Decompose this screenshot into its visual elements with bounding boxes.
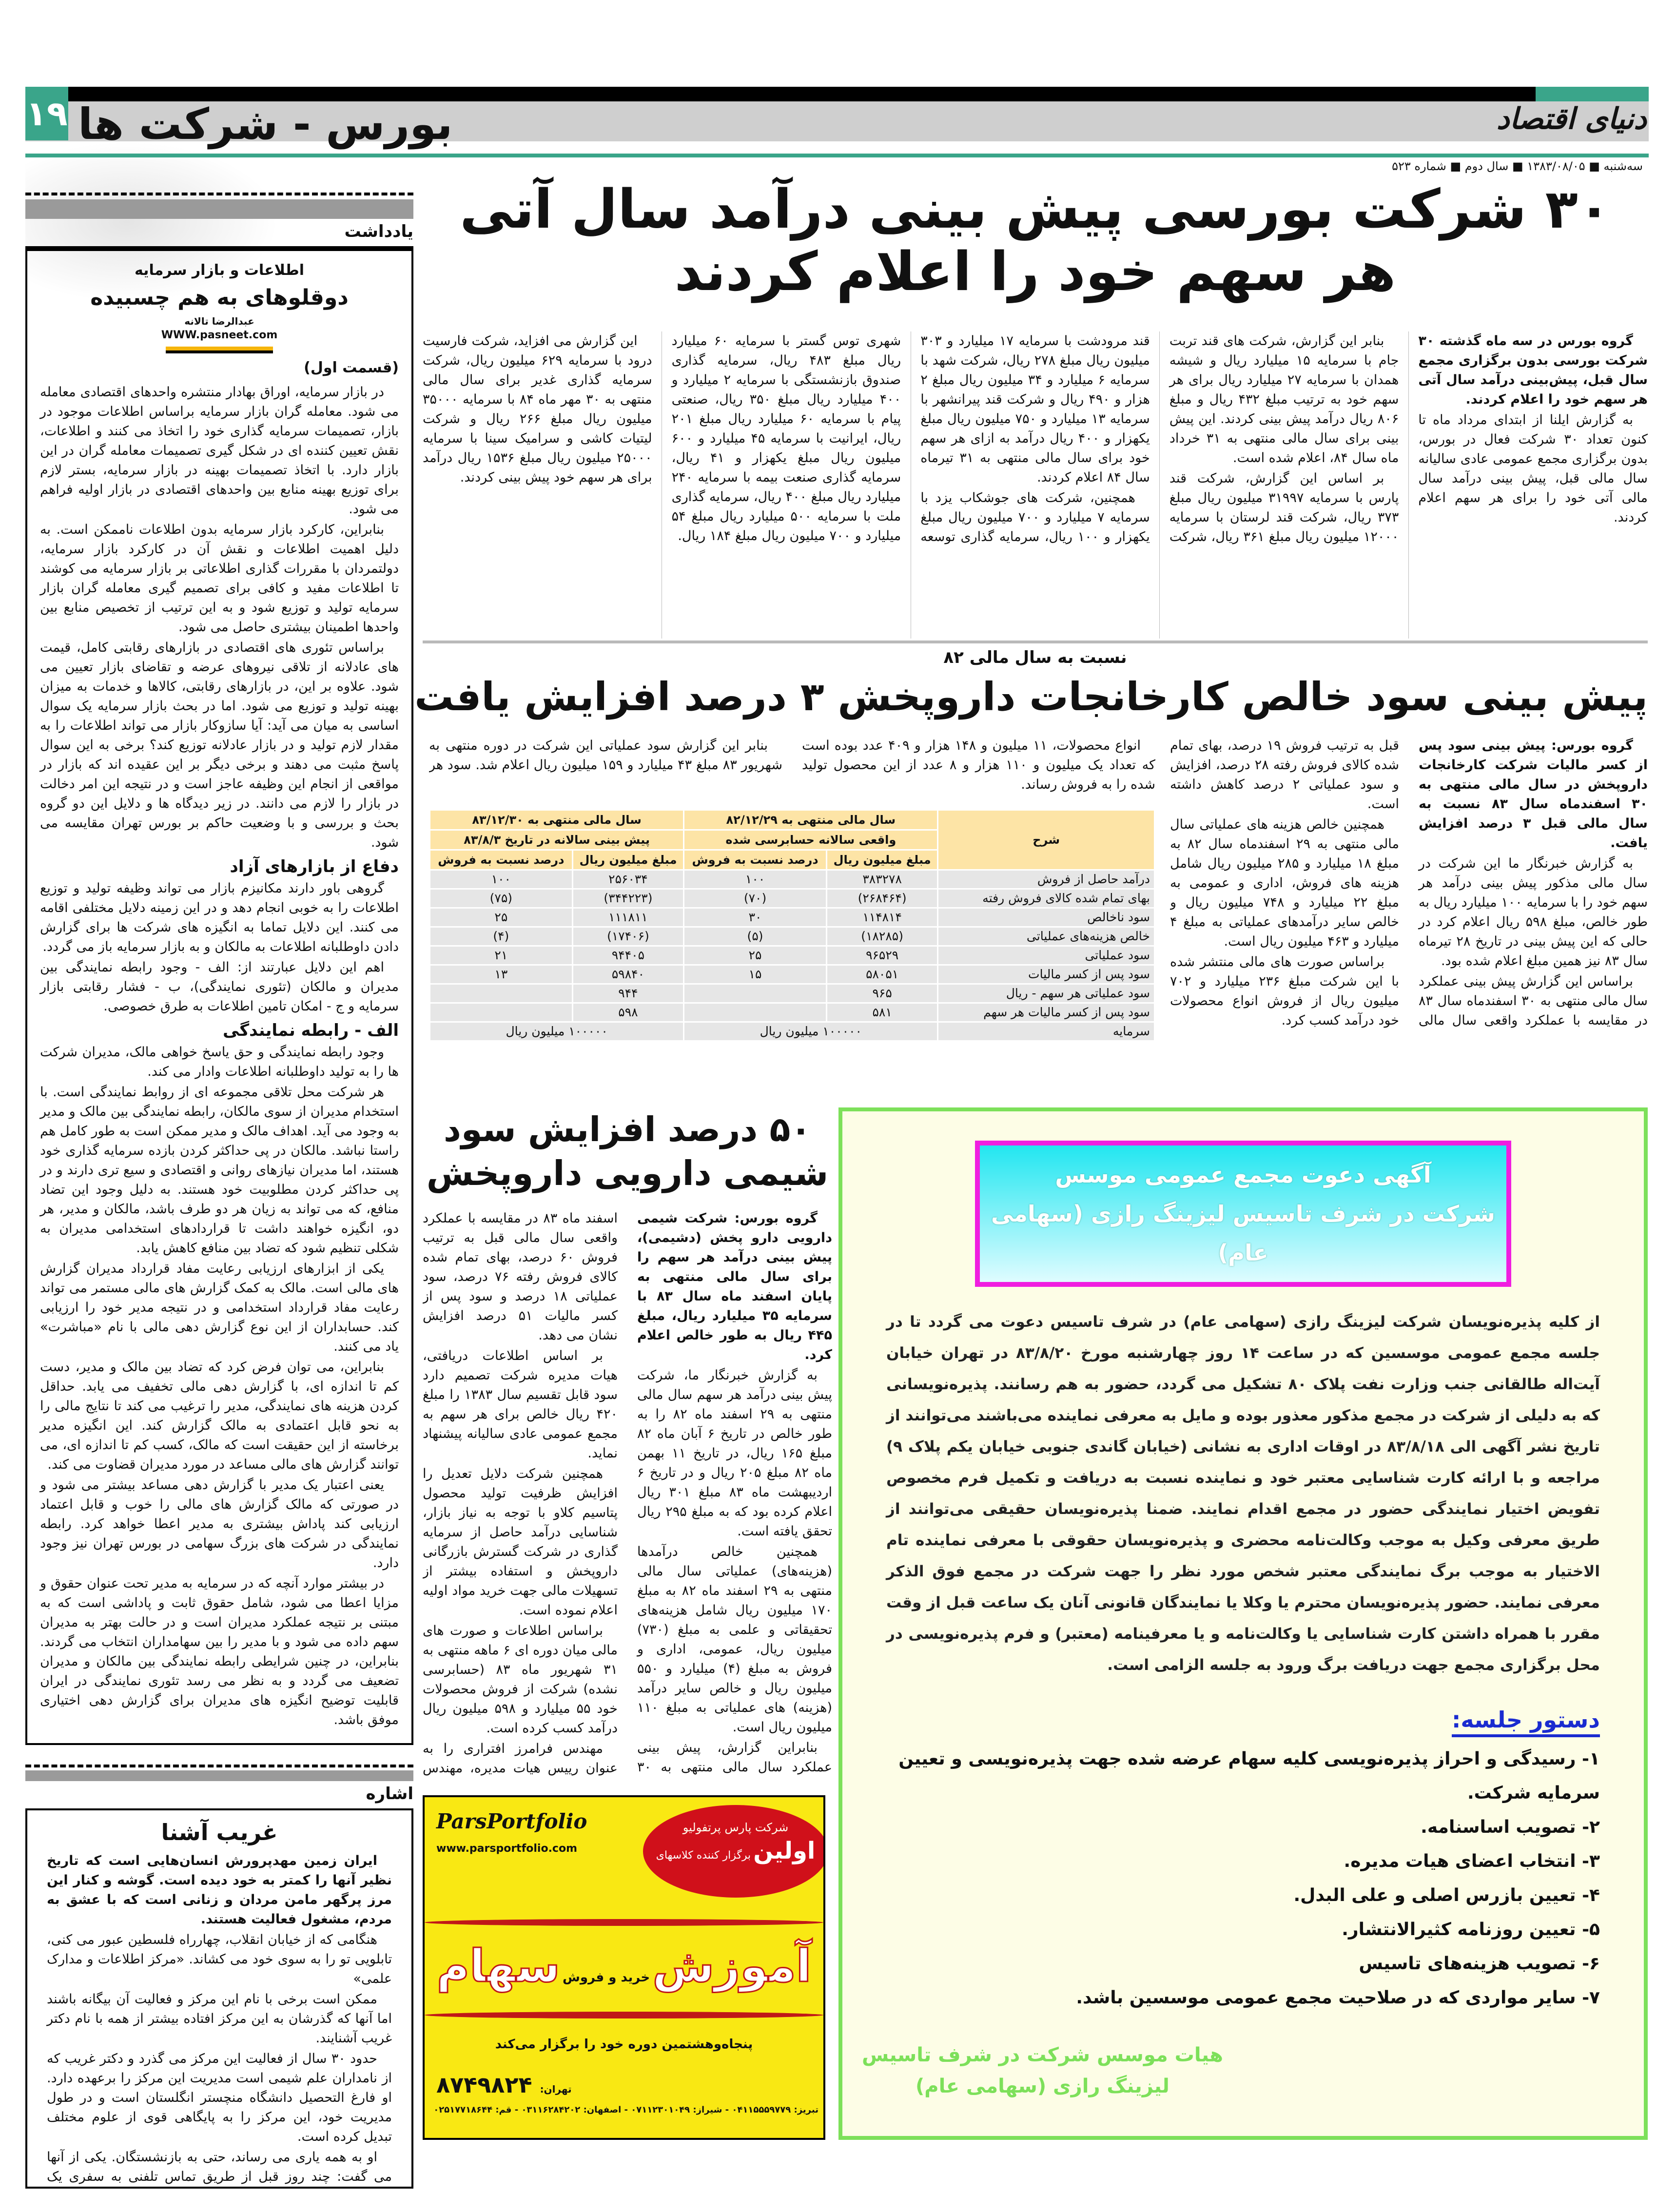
ad-swoosh [425, 1919, 823, 1926]
paragraph: در بیشتر موارد آنچه که در سرمایه به مدیر تحت عنوان حقوق و مزایا اعطا می شود، شامل حقوق ثابت و پاداشی است که به مبتنی بر نتیجه عملکرد مدیران است و در حالت بهتر به مدیران سهم داده می شود و با مدیر را بین سهامداران انتخاب می گردند. بنابراین، در چنین شرایطی رابطه نمایندگی بین مالکان و مدیران تضعیف می گردد و به نظر می رسد تئوری نمایندگی در ایران قابلیت توضیح انگیزه های مدیران برای گزارش دهی اختیاری موفق باشد. [40, 1576, 399, 1727]
cell-amount-actual: ۱۱۴۸۱۴ [827, 909, 937, 926]
notice-title: آگهی دعوت مجمع عمومی موسس [1055, 1162, 1431, 1188]
cell-percent-actual: ۱۰۰ [684, 871, 826, 888]
eshareh-title: غریب آشنا [161, 1819, 278, 1845]
paragraph: بر اساس اطلاعات دریافتی، هیات مدیره شرکت تصمیم دارد سود قابل تقسیم سال ۱۳۸۳ را مبلغ ۴۲۰ ریال خالص برای هر سهم به مجمع عمومی عادی سالیانه پیشنهاد نماید. [423, 1348, 618, 1461]
agenda-item: ۳- انتخاب اعضای هیات مدیره. [1344, 1851, 1600, 1871]
row-label: سود پس از کسر مالیات [938, 966, 1154, 983]
agenda-item: ۲- تصویب اساسنامه. [1421, 1817, 1600, 1837]
paragraph: به گزارش خبرنگار ما، شرکت پیش بینی درآمد هر سهم سال مالی منتهی به ۲۹ اسفند ماه ۸۲ را به طور خالص در تاریخ ۶ آبان ماه ۸۲ مبلغ ۱۶۵ ریال، در تاریخ ۱۱ بهمن ماه ۸۲ مبلغ ۲۰۵ ریال و در تاریخ ۶ اردیبهشت ماه ۸۳ مبلغ ۳۰۱ ریال اعلام کرده بود که به مبلغ ۲۹۵ ریال تحقق یافته است. [637, 1368, 832, 1539]
agenda-item: ۴- تعیین بازرس اصلی و علی البدل. [1293, 1885, 1600, 1905]
agenda-title: دستور جلسه: [1452, 1705, 1600, 1737]
notice-title-box [975, 1141, 1511, 1287]
paragraph: اهم این دلایل عبارتند از: الف - وجود رابطه نمایندگی بین مدیران و مالکان (تئوری نمایندگی)، ب - فشار رقابتی بازار سرمایه و ج - امکان تامین اطلاعات به طرق خصوصی. [40, 960, 399, 1014]
leasing-meeting-notice [838, 1107, 1648, 2140]
ad-course: پنجاه‌وهشتمین دوره خود را برگزار می‌کند [495, 2037, 753, 2052]
signature-line: لیزینگ رازی (سهامی عام) [915, 2075, 1169, 2097]
opinion-title: دوقلوهای به هم چسبیده [90, 285, 349, 310]
article-headline: پیش بینی سود خالص کارخانجات داروپخش ۳ درصد افزایش یافت [414, 674, 1648, 719]
title-underline [166, 347, 273, 353]
column-band [25, 199, 413, 219]
paragraph: این گزارش می افزاید، شرکت فارسیت درود با سرمایه ۶۲۹ میلیون ریال، شرکت سرمایه گذاری غدیر برای سال مالی منتهی به ۳۰ مهر ماه ۸۴ با سرمایه ۳۵۰۰۰ میلیون ریال مبلغ ۲۶۶ ریال و شرکت لیتیات کاشی و سرامیک سینا با سرمایه ۲۵۰۰۰ میلیون ریال مبلغ ۱۵۳۶ ریال درآمد برای هر سهم خود پیش بینی کردند. [423, 333, 652, 485]
cell-percent-forecast: ۱۰۰ [430, 871, 572, 888]
ad-big-word: سهام [436, 1940, 560, 1992]
table-row [430, 928, 1154, 945]
ad-badge [643, 1805, 825, 1898]
column-header: اشاره [366, 1784, 413, 1804]
paragraph: هر شرکت محل تلاقی مجموعه ای از روابط نمایندگی است. با استخدام مدیران از سوی مالکان، رابطه نمایندگی بین مالک و مدیر به وجود می آید. اهداف مالک و مدیر ممکن است به طور کامل هم راستا نباشد. مالکان در پی حداکثر کردن بازده سرمایه گذاری خود هستند، اما مدیران نیازهای روانی و اقتصادی و سیع تری دارند و در پی حداکثر کردن مطلوبیت خود هستند. به دلیل وجود این تضاد منافع، که می تواند به زیان هر دو طرف باشد، مالکان و مدیر، هر دو، انگیزه خواهند داشت تا قراردادهای استخدامی مدیران به شکلی تنظیم شود که تضاد بین منافع کاهش یابد. [40, 1085, 399, 1256]
notice-subtitle: شرکت در شرف تاسیس لیزینگ رازی (سهامی عام) [991, 1201, 1495, 1266]
ad-phone-number: ۸۷۴۹۸۲۴ [436, 2072, 532, 2098]
cell-amount-actual: ۹۶۵ [827, 985, 937, 1002]
table-subheader: پیش بینی سالانه در تاریخ ۸۳/۸/۳ [430, 831, 683, 849]
headline-line: ۵۰ درصد افزایش سود [443, 1109, 812, 1149]
col-amount: مبلغ میلیون ریال [827, 851, 937, 869]
article-body [423, 331, 1648, 639]
cell-amount-actual: (۲۶۸۴۶۴) [827, 890, 937, 907]
opinion-body [40, 383, 399, 1730]
header-rule [25, 154, 1649, 157]
row-label: سرمایه [938, 1023, 1154, 1040]
table-row [430, 890, 1154, 907]
paragraph: براساس صورت های مالی منتشر شده با این شرکت مبلغ ۲۳۶ میلیارد و ۷۰۲ میلیون ریال از فروش انواع محصولات خود درآمد کسب کرد. [1170, 954, 1399, 1028]
cell-percent-forecast: (۴) [430, 928, 572, 945]
cell-percent-forecast: (۷۵) [430, 890, 572, 907]
ad-phone-label: تهران: [540, 2083, 572, 2095]
financial-table [429, 809, 1155, 1042]
paragraph: او به همه یاری می رساند، حتی به بازنشستگان. یکی از آنها می گفت: چند روز قبل از طریق تماس تلفنی به سفری یک [47, 2150, 392, 2184]
cell-amount-actual: (۱۸۲۸۵) [827, 928, 937, 945]
main-headline [423, 178, 1648, 303]
cell-amount-forecast: ۱۱۱۸۱۱ [573, 909, 683, 926]
opinion-kicker: اطلاعات و بازار سرمایه [134, 262, 305, 279]
paragraph: همچنین خالص هزینه های عملیاتی سال مالی منتهی به ۲۹ اسفندماه سال ۸۲ به مبلغ ۱۸ میلیارد و ۲۸۵ میلیون ریال شامل هزینه های فروش، اداری و عمومی به مبلغ ۲۲ میلیارد و ۷۴۸ میلیون ریال و خالص سایر درآمدهای عملیاتی به مبلغ ۴ میلیارد و ۴۶۳ میلیون ریال است. [1170, 817, 1399, 949]
article-body [423, 1209, 832, 1784]
divider [25, 193, 413, 195]
paragraph: ممکن است برخی با نام این مرکز و فعالیت آن بیگانه باشند اما آنها که گذرشان به این مرکز افتاده بیشتر از همه با نام دکتر غریب آشنایند. [47, 1992, 392, 2046]
paragraph: براساس این گزارش پیش بینی عملکرد سال مالی منتهی به ۳۰ اسفندماه سال ۸۳ در مقایسه با عملکرد واقعی سال مالی قبل به ترتیب فروش ۱۹ درصد، بهای تمام شده کالای فروش رفته ۲۸ درصد، افزایش و سود عملیاتی ۲ درصد کاهش داشته است. [1170, 738, 1648, 1028]
paragraph: همچنین شرکت دلایل تعدیل را افزایش ظرفیت تولید محصول پتاسیم کلاو با توجه به نیاز بازار، شناسایی درآمد حاصل از سرمایه گذاری در شرکت گسترش بازرگانی داروپخش و استفاده بیشتر از تسهیلات مالی جهت خرید مواد اولیه اعلام نموده است. [423, 1466, 618, 1618]
agenda-item: ۶- تصویب هزینه‌های تاسیس [1359, 1954, 1600, 1974]
headline-line: شیمی دارویی داروپخش [426, 1153, 829, 1193]
paragraph: بر اساس این گزارش، شرکت قند پارس با سرمایه ۳۱۹۹۷ میلیون ریال مبلغ ۳۷۳ ریال، شرکت قند لرستان با سرمایه ۱۲۰۰۰ میلیون ریال مبلغ ۳۶۱ ریال، شرکت قند مرودشت با سرمایه ۱۷ میلیارد و ۳۰۳ میلیون ریال مبلغ ۲۷۸ ریال، شرکت شهد با سرمایه ۶ میلیارد و ۳۴ میلیون ریال مبلغ ۲ هزار و ۴۹۰ ریال و شرکت قند پیرانشهر با سرمایه ۱۳ میلیارد و ۷۵۰ میلیون ریال مبلغ یکهزار و ۴۰۰ ریال درآمد به ازای هر سهم خود برای سال مالی منتهی به ۳۱ تیرماه سال ۸۴ اعلام کردند. [920, 333, 1399, 544]
divider [25, 1765, 413, 1767]
opinion-column [25, 193, 413, 2189]
table-row [430, 1004, 1154, 1021]
col-amount: مبلغ میلیون ریال [573, 851, 683, 869]
cell-percent-actual: (۷۰) [684, 890, 826, 907]
cell-percent-actual: ۱۵ [684, 966, 826, 983]
col-percent: درصد نسبت به فروش [684, 851, 826, 869]
cell-percent-forecast: ۲۱ [430, 947, 572, 964]
agenda-item: ۱- رسیدگی و احراز پذیره‌نویسی کلیه سهام عرضه شده جهت پذیره‌نویسی و تعیین سرمایه شرکت. [898, 1749, 1600, 1803]
agenda-item: ۵- تعیین روزنامه کثیرالانتشار. [1342, 1920, 1600, 1940]
ad-big-word: آموزش [652, 1940, 812, 1992]
table-row [430, 966, 1154, 983]
eshareh-body [47, 1851, 392, 2189]
cell-amount-actual: ۵۸۱ [827, 1004, 937, 1021]
ad-website[interactable]: www.parsportfolio.com [436, 1843, 578, 1855]
dateline: سه‌شنبه ■ ۱۳۸۳/۰۸/۰۵ ■ سال دوم ■ شماره ۵۲۳ [1388, 159, 1647, 174]
row-label: سود پس از کسر مالیات هر سهم [938, 1004, 1154, 1021]
column-header: یادداشت [344, 222, 413, 241]
lead-paragraph: ایران زمین مهدپرورش انسان‌هایی است که تاریخ نظیر آنها را کمتر به خود دیده است. گوشه و کنار این مرز پرگهر مامن مردان و زنانی است که با عشق به مردم، مشغول فعالیت هستند. [47, 1853, 392, 1927]
cell-percent-actual: ۳۰ [684, 909, 826, 926]
ad-first-rest: برگزار کننده کلاسهای [656, 1849, 751, 1862]
article-divider [423, 640, 1648, 643]
ad-logo: ParsPortfolio [436, 1809, 587, 1833]
parsportfolio-ad[interactable] [423, 1795, 825, 2140]
ad-phone [436, 2070, 572, 2104]
table-row [430, 1023, 1154, 1040]
eshareh-box [25, 1808, 413, 2189]
paragraph: در بازار سرمایه، اوراق بهادار منتشره واحدهای اقتصادی معامله می شود. معامله گران بازار سرمایه براساس اطلاعات موجود در بازار، تصمیمات سرمایه گذاری خود را اتخاذ می کنند و اطلاعات، نقش تعیین کننده ای در شکل گیری تصمیمات معامله گران در این بازار دارد. با اتخاذ تصمیمات بهینه در بازار سرمایه، بستر لازم برای توزیع بهینه منابع بین واحدهای اقتصادی در بازار اولیه فراهم می شود. [40, 385, 399, 517]
cell-percent-actual: (۵) [684, 928, 826, 945]
ad-company: شرکت پارس پرتفولیو [682, 1821, 789, 1834]
paragraph: انواع محصولات، ۱۱ میلیون و ۱۴۸ هزار و ۴۰۹ عدد بوده است که تعداد یک میلیون و ۱۱۰ هزار و ۸ عدد از این محصول تولید شده را به فروش رساند. [802, 738, 1155, 792]
notice-signature [862, 2039, 1223, 2102]
row-label: بهای تمام شده کالای فروش رفته [938, 890, 1154, 907]
cell-percent-forecast [430, 1004, 572, 1021]
paragraph: براساس تئوری های اقتصادی در بازارهای رقابتی کامل، قیمت های عادلانه از تلاقی نیروهای عرضه و تقاضای بازار تعیین می شود. علاوه بر این، در بازارهای رقابتی، کالاها و خدمات به میزان بهینه تولید و توزیع می شود. اما در بحث بازار سرمایه یک سوال اساسی به میان می آید: آیا سازوکار بازار می تواند اطلاعات را به مقدار لازم تولید و در بازار عادلانه توزیع کند؟ برخی به این سوال پاسخ مثبت می دهند و برخی دیگر بر این عقیده اند که بازار در مواقعی از انجام این وظیفه عاجز است و در نتیجه این امر دخالت در بازار را لازم می دانند. در زیر دیدگاه ها و دلایل این دو گروه بحث و بررسی و با وضعیت حاکم بر بورس تهران مقایسه می شود. [40, 640, 399, 850]
cell-amount-forecast: (۳۴۴۲۲۳) [573, 890, 683, 907]
subheading: دفاع از بازارهای آزاد [230, 857, 399, 876]
part-label: (قسمت اول) [304, 359, 399, 376]
paragraph: بنابراین، کارکرد بازار سرمایه بدون اطلاعات ناممکن است. به دلیل اهمیت اطلاعات و نقش آن در کارکرد بازار سرمایه، دولتمردان با مقررات گذاری اطلاعاتی بر بازار سرمایه می کوشند تا اطلاعات مفید و کافی برای تصمیم گیری معامله گران بازار سرمایه تولید و توزیع شود و به این ترتیب از تخصیص منابع بین واحدها اطمینان بیشتری حاصل می شود. [40, 522, 399, 635]
paragraph: یکی از ابزارهای ارزیابی رعایت مفاد قرارداد مدیران گزارش های مالی است. مالک به کمک گزارش های مالی مستمر می تواند رعایت مفاد قرارداد استخدامی و در نتیجه مدیر خود را ارزیابی کند. حسابداران از این نوع گزارش دهی مالی با نام «مباشرت» یاد می کنند. [40, 1261, 399, 1354]
col-percent: درصد نسبت به فروش [430, 851, 572, 869]
headline-line: هر سهم خود را اعلام کردند [674, 240, 1396, 303]
cell-amount-forecast: ۵۹۸ [573, 1004, 683, 1021]
cell-percent-forecast: ۱۳ [430, 966, 572, 983]
paragraph: یعنی اعتبار یک مدیر با گزارش دهی مساعد بیشتر می شود و در صورتی که مالک گزارش های مالی را خوب و قابل اعتماد ارزیابی کند پاداش بیشتری به مدیر اعطا خواهد کرد. رابطه نمایندگی در شرکت های بزرگ سهامی در بورس تهران نیز وجود دارد. [40, 1477, 399, 1571]
ad-swoosh [425, 2012, 823, 2018]
cell-amount-actual: ۳۸۳۲۷۸ [827, 871, 937, 888]
row-label: درآمد حاصل از فروش [938, 871, 1154, 888]
cell-capital-actual: ۱۰۰۰۰۰ میلیون ریال [684, 1023, 937, 1040]
table-row [430, 871, 1154, 888]
cell-amount-forecast: ۹۴۴ [573, 985, 683, 1002]
row-label: سود عملیاتی هر سهم - ریال [938, 985, 1154, 1002]
page-number: ۱۹ [25, 87, 68, 140]
ad-middle: خرید و فروش [562, 1970, 650, 1985]
cell-percent-actual [684, 1004, 826, 1021]
subheading: الف - رابطه نمایندگی [222, 1021, 399, 1040]
table-row [430, 947, 1154, 964]
article-kicker: نسبت به سال مالی ۸۲ [943, 648, 1127, 667]
paragraph: همچنین، شرکت های جوشکاب یزد با سرمایه ۷ میلیارد و ۷۰۰ میلیون ریال مبلغ یکهزار و ۱۰۰ ریال، سرمایه گذاری توسعه شهری توس گستر با سرمایه ۶۰ میلیارد ریال مبلغ ۴۸۳ ریال، سرمایه گذاری صندوق بازنشستگی با سرمایه ۲ میلیارد و ۴۰۰ میلیارد ریال مبلغ ۳۵۰ ریال، صنعتی پیام با سرمایه ۶۰ میلیارد ریال مبلغ ۲۰۱ ریال، ایرانیت با سرمایه ۴۵ میلیارد و ۶۰۰ میلیون ریال مبلغ یکهزار و ۴۱ ریال، سرمایه گذاری صنعت بیمه با سرمایه ۲۴۰ میلیارد ریال مبلغ ۴۰۰ ریال، سرمایه گذاری ملت با سرمایه ۵۰۰ میلیارد ریال مبلغ ۵۴ میلیارد و ۷۰۰ میلیون ریال مبلغ ۱۸۴ ریال. [671, 333, 1150, 544]
table-header-actual: سال مالی منتهی به ۸۲/۱۲/۲۹ [684, 811, 937, 829]
lead-paragraph: گروه بورس: شرکت شیمی دارویی دارو پخش (دشیمی)، پیش بینی درآمد هر سهم را برای سال مالی منتهی به پایان اسفند ماه سال ۸۳ با سرمایه ۳۵ میلیارد ریال، مبلغ ۴۴۵ ریال به طور خالص اعلام کرد. [637, 1211, 832, 1362]
paragraph: گروهی باور دارند مکانیزم بازار می تواند وظیفه تولید و توزیع اطلاعات را به خوبی انجام دهد و در این زمینه دلایل مختلفی اقامه می کنند. این دلایل تماما به انگیزه های شرکت ها برای گزارش دادن داوطلبانه اطلاعات به مالکان و به بازار سرمایه باز می گردد. [40, 881, 399, 954]
paragraph: مهندس فرامرز افتراری را به عنوان رییس هیات مدیره، مهندس [423, 1741, 618, 1776]
cell-amount-forecast: ۲۵۶۰۳۴ [573, 871, 683, 888]
ad-branches: تبریز: ۰۴۱۱۵۵۵۹۷۷۹ - شیراز: ۰۷۱۱۲۳۰۱۰۴۹ - اصفهان: ۰۳۱۱۶۲۸۴۲۰۲ - قم: ۰۲۵۱۷۷۱۸۶۴۴ [433, 2105, 819, 2115]
table-header-forecast: سال مالی منتهی به ۸۳/۱۲/۳۰ [430, 811, 683, 829]
cell-amount-actual: ۵۸۰۵۱ [827, 966, 937, 983]
cell-amount-forecast: ۹۴۴۰۵ [573, 947, 683, 964]
opinion-box [25, 246, 413, 1745]
opinion-author: عبدالرضا تالانه [184, 315, 254, 327]
table-header-desc: شرح [938, 811, 1154, 869]
cell-percent-forecast [430, 985, 572, 1002]
table-row [430, 909, 1154, 926]
cell-capital-forecast: ۱۰۰۰۰۰ میلیون ریال [430, 1023, 683, 1040]
row-label: خالص هزینه‌های عملیاتی [938, 928, 1154, 945]
row-label: سود ناخالص [938, 909, 1154, 926]
agenda-list [886, 1742, 1600, 2015]
cell-percent-actual [684, 985, 826, 1002]
paragraph: بنابراین گزارش، پیش بینی عملکرد سال مالی منتهی به ۳۰ اسفند ماه ۸۳ در مقایسه با عملکرد واقعی سال مالی قبل به ترتیب فروش ۶۰ درصد، بهای تمام شده کالای فروش رفته ۷۶ درصد، سود عملیاتی ۱۸ درصد و سود پس از کسر مالیات ۵۱ درصد افزایش نشان می دهد. [423, 1211, 832, 1775]
cell-percent-forecast: ۲۵ [430, 909, 572, 926]
paragraph: بنابر این گزارش سود عملیاتی این شرکت در دوره منتهی به شهریور ۸۳ مبلغ ۴۳ میلیارد و ۱۵۹ میلیون ریال اعلام شد. سود هر [429, 738, 782, 773]
paragraph: به گزارش خبرنگار ما این شرکت در سال مالی مذکور پیش بینی درآمد هر سهم خود را با سرمایه ۱۰۰ میلیارد ریال به طور خالص، مبلغ ۵۹۸ ریال اعلام کرد در حالی که این پیش بینی در تاریخ ۲۸ تیرماه سال ۸۳ نیز همین مبلغ اعلام شده بود. [1419, 856, 1648, 969]
article-body [429, 736, 1155, 799]
column-band [25, 1770, 413, 1781]
cell-percent-actual: ۲۵ [684, 947, 826, 964]
paragraph: همچنین خالص درآمدها (هزینه‌های) عملیاتی سال مالی منتهی به ۲۹ اسفند ماه ۸۲ به مبلغ ۱۷۰ میلیون ریال شامل هزینه‌های تحقیقاتی و علمی به مبلغ (۷۳۰) میلیون ریال، عمومی، اداری و فروش به مبلغ (۴) میلیارد و ۵۵۰ میلیون ریال و خالص سایر درآمد (هزینه) های عملیاتی به مبلغ ۱۱۰ میلیون ریال است. [637, 1544, 832, 1735]
cell-amount-forecast: ۵۹۸۴۰ [573, 966, 683, 983]
ad-main-text [425, 1935, 823, 2011]
section-title: بورس - شرکت ها [78, 99, 453, 149]
table-subheader: واقعی سالانه حسابرسی شده [684, 831, 937, 849]
agenda-item: ۷- سایر مواردی که در صلاحیت مجمع عمومی موسسین باشد. [1076, 1988, 1600, 2008]
paragraph: وجود رابطه نمایندگی و حق یاسخ خواهی مالک، مدیران شرکت ها را به تولید داوطلبانه اطلاعات وادار می کند. [40, 1045, 399, 1079]
newspaper-logo: دنیای اقتصاد [1496, 102, 1647, 136]
paragraph: حدود ۳۰ سال از فعالیت این مرکز می گذرد و دکتر غریب که از نامداران علم شیمی است مدیریت این مرکز را برعهده دارد. او فارغ التحصیل دانشگاه منچستر انگلستان است و در طول مدیریت خود، این مرکز را به پایگاهی قوی از علوم مختلف تبدیل کرده است. [47, 2051, 392, 2144]
notice-body: از کلیه پذیره‌نویسان شرکت لیزینگ رازی (سهامی عام) در شرف تاسیس دعوت می گردد تا در جلسه مجمع عمومی موسسین که در ساعت ۱۴ روز چهارشنبه مورخ ۸۳/۸/۲۰ در تهران خیابان آیت‌اله طالقانی جنب وزارت نفت پلاک ۸۰ تشکیل می گردد، حضور به هم رسانند. پذیره‌نویسانی که به دلیلی از شرکت در مجمع مذکور معذور بوده و مایل به معرفی نماینده می‌باشند می‌توانند از تاریخ نشر آگهی الی ۸۳/۸/۱۸ در اوقات اداری به نشانی (خیابان گاندی جنوبی خیابان یکم پلاک ۹) مراجعه و با ارائه کارت شناسایی معتبر خود و نماینده نسبت به دریافت و تکمیل فرم مخصوص تفویض اختیار نمایندگی حضور در مجمع اقدام نمایند. ضمنا پذیره‌نویسان حقیقی می‌توانند از طریق معرفی وکیل به موجب وکالت‌نامه محضری و پذیره‌نویسان حقوقی با معرفی نماینده تام الاختیار به موجب برگ نمایندگی معتبر شخص مورد نظر را جهت شرکت در مجمع فوق الذکر معرفی نمایند. حضور پذیره‌نویسان محترم یا وکلا یا نمایندگان قانونی آنان یک ساعت قبل از وقت مقرر با همراه داشتن کارت شناسایی یا وکالت‌نامه و یا معرفینامه (معتبر) و فرم پذیره‌نویسی در محل برگزاری مجمع جهت دریافت برگ ورود به جلسه الزامی است. [886, 1313, 1600, 1674]
paragraph: بنابر این گزارش، شرکت های قند تربت جام با سرمایه ۱۵ میلیارد ریال و شیشه همدان با سرمایه ۲۷ میلیارد ریال برای هر سهم خود به ترتیب مبلغ ۴۳۲ ریال و مبلغ ۸۰۶ ریال درآمد پیش بینی کردند. این پیش بینی برای سال مالی منتهی به ۳۱ خرداد ماه سال ۸۴، اعلام شده است. [1169, 333, 1399, 466]
paragraph: براساس اطلاعات و صورت های مالی میان دوره ای ۶ ماهه منتهی به ۳۱ شهریور ماه ۸۳ (حسابرسی نشده) شرکت از فروش محصولات خود ۵۵ میلیارد و ۵۹۸ میلیون ریال درآمد کسب کرده است. [423, 1623, 618, 1736]
article-body [1170, 736, 1648, 1097]
headline-line: ۳۰ شرکت بورسی پیش بینی درآمد سال آتی [460, 178, 1611, 240]
opinion-website: WWW.pasneet.com [161, 329, 278, 341]
signature-line: هیات موسس شرکت در شرف تاسیس [862, 2044, 1223, 2066]
lead-paragraph: گروه بورس: پیش بینی سود پس از کسر مالیات شرکت کارخانجات داروپخش در سال مالی منتهی به ۳۰ اسفندماه سال ۸۳ نسبت به سال مالی قبل ۳ درصد افزایش یافت. [1419, 738, 1648, 851]
cell-amount-actual: ۹۶۵۲۹ [827, 947, 937, 964]
cell-amount-forecast: (۱۷۴۰۶) [573, 928, 683, 945]
article-headline [423, 1107, 832, 1195]
paragraph: بنابراین، می توان فرض کرد که تضاد بین مالک و مدیر، دست کم تا اندازه ای، با گزارش دهی مالی تخفیف می یابد. حداقل کردن هزینه های نمایندگی، مدیر را ترغیب می کند تا نتایج مالی را به نحو قابل اعتمادی به مالک گزارش کند. این انگیزه مدیر برخاسته از این حقیقت است که مالک، کسب کم تا اندازه ای، می توانند گزارش های مالی مساعد در مورد مدیران قضاوت می کند. [40, 1359, 399, 1472]
table-row [430, 985, 1154, 1002]
paragraph: هنگامی که از خیابان انقلاب، چهارراه فلسطین عبور می کنی، تابلویی تو را به سوی خود می کشاند. «مرکز اطلاعات و مدارک علمی» [47, 1932, 392, 1986]
row-label: سود عملیاتی [938, 947, 1154, 964]
paragraph: به گزارش ایلنا از ابتدای مرداد ماه تا کنون تعداد ۳۰ شرکت فعال در بورس، بدون برگزاری مجمع عمومی عادی سالیانه سال مالی قبل، پیش بینی درآمد سال مالی آتی خود را برای هر سهم اعلام کردند. [1418, 412, 1648, 525]
ad-first: اولین [753, 1837, 816, 1864]
lead-paragraph: گروه بورس در سه ماه گذشته ۳۰ شرکت بورسی بدون برگزاری مجمع سال قبل، پیش‌بینی درآمد سال آتی هر سهم خود را اعلام کردند. [1418, 333, 1648, 407]
masthead-accent [1536, 87, 1649, 101]
